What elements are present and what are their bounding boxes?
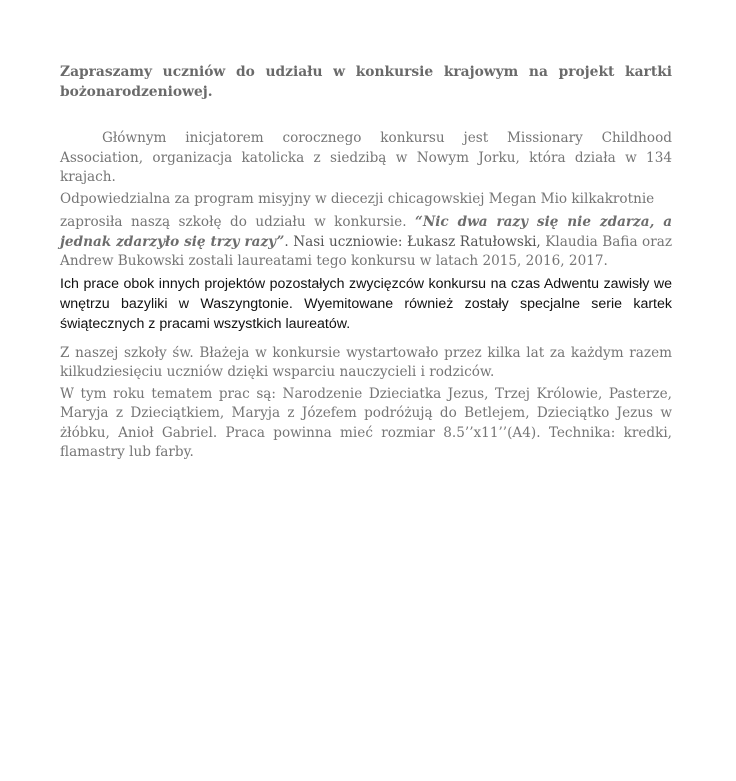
paragraph-themes-requirements: W tym roku tematem prac są: Narodzenie Dzieciatka Jezus, Trzej Królowie, Pasterze, Maryja z Dzieciątkiem, Maryja z Józefem podróżują do Betlejem, Dzieciątko Jezus w żłóbku, Anioł Gabriel. Praca powinna mieć rozmiar 8.5’’x11’’(A4). Technika: kredki, flamastry lub farby. xyxy=(60,385,672,460)
paragraph-initiator: Głównym inicjatorem corocznego konkursu jest Missionary Childhood Association, organizacja katolicka z siedzibą w Nowym Jorku, która działa w 134 krajach. xyxy=(60,130,672,185)
paragraph-basilica: Ich prace obok innych projektów pozostałych zwycięzców konkursu na czas Adwentu zawisły we wnętrzu bazyliki w Waszyngtonie. Wyemitowane również zostały specjalne serie kartek świątecznych z pracami wszystkich laureatów. xyxy=(60,275,672,332)
laureates-students-text: . Nasi uczniowie: Łukasz Ratułowski, xyxy=(284,233,546,250)
paragraph-laureates xyxy=(60,213,672,272)
paragraph-coordinator: Odpowiedzialna za program misyjny w diecezji chicagowskiej Megan Mio kilkakrotnie xyxy=(60,190,655,207)
laureates-intro-text: zaprosiła naszą szkołę do udziału w konkursie. xyxy=(60,214,415,230)
document-body xyxy=(60,63,672,463)
document-heading: Zapraszamy uczniów do udziału w konkursie krajowym na projekt kartki bożonarodzeniowej. xyxy=(60,64,672,100)
paragraph-school-participation: Z naszej szkoły św. Błażeja w konkursie wystartowało przez kilka lat za każdym razem kilkudziesięciu uczniów dzięki wsparciu nauczycieli i rodziców. xyxy=(60,344,672,380)
laureates-quote: “Nic dwa razy się nie zdarza, a jednak zdarzyło się trzy razy” xyxy=(60,214,672,250)
laureates-years-text: Klaudia Bafia oraz Andrew Bukowski zostali laureatami tego konkursu w latach 2015, 2016, 2017. xyxy=(60,233,672,269)
